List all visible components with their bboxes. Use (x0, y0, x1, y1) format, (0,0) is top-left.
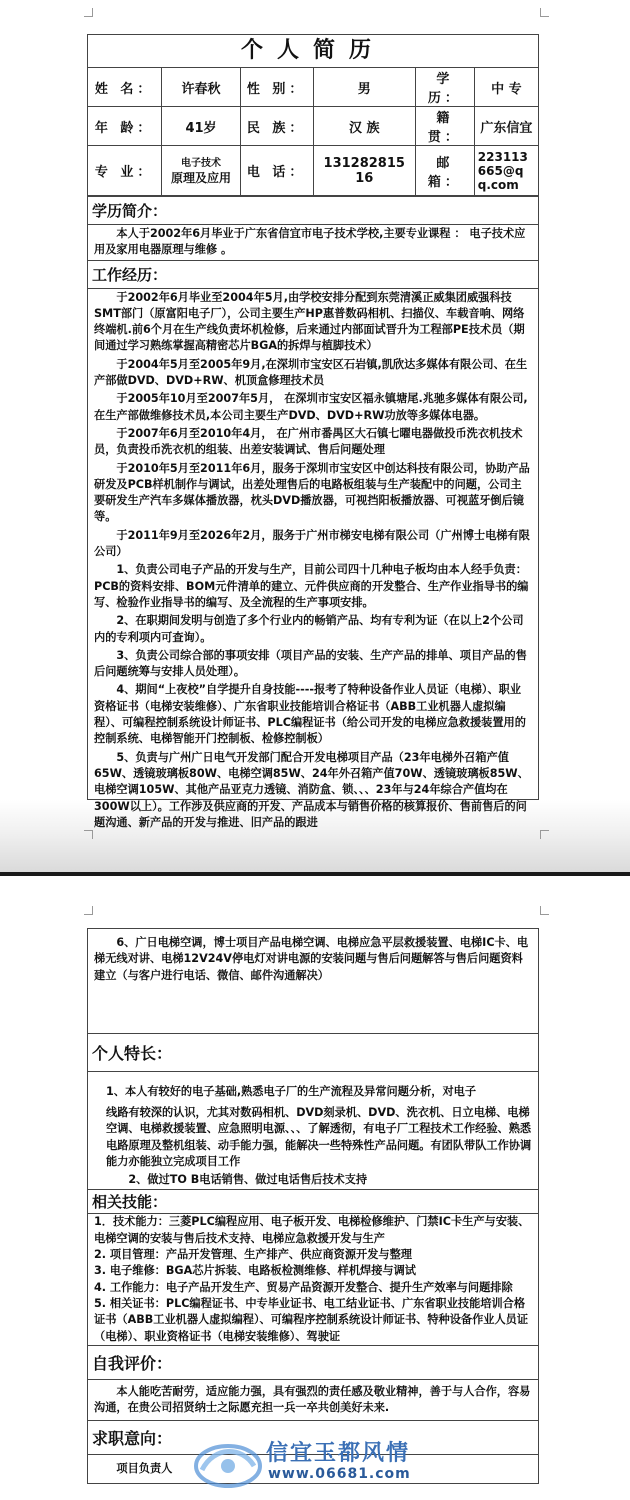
resume-page-2 (87, 928, 539, 1484)
page-separator (0, 872, 630, 876)
email-label: 邮 箱： (415, 146, 474, 196)
skills-heading: 相关技能： (88, 1189, 538, 1214)
self-eval-text: 本人能吃苦耐劳，适应能力强，具有强烈的责任感及敬业精神，善于与人合作，容易沟通，在贵公司招贤纳士之际愿充担一兵一卒共创美好未来. (94, 1384, 531, 1415)
work-paragraph: 4、期间“上夜校”自学提升自身技能----报考了特种设备作业人员证（电梯）、职业资格证书（电梯安装维修）、广东省职业技能培训合格证书（ABB工业机器人虚拟编程）、可编程控制系统设计师证书、PLC编程证书（给公司开发的电梯应急救援装置用的控制系统、电梯智能开门控制板、检修控制板） (94, 683, 526, 746)
age-value: 41岁 (162, 107, 241, 146)
work-paragraph: 于2010年5月至2011年6月，服务于深圳市宝安区中创达科技有限公司，协助产品研发及PCB样机制作与调试，出差处理售后的电路板组装与生产装配中的问题，公司主要研发生产汽车多媒体播放器，枕头DVD播放器，可视挡阳板播放器、可视蓝牙倒后镜等。 (94, 461, 530, 524)
watermark-title: 信宜玉都风情 (266, 1441, 411, 1466)
work-history (88, 289, 538, 833)
skill-item: 2. 项目管理：产品开发管理、生产排产、供应商资源开发与整理 (94, 1248, 412, 1262)
crop-mark (540, 8, 549, 17)
crop-mark (84, 8, 93, 17)
skill-item: 3. 电子维修：BGA芯片拆装、电路板检测维修、样机焊接与调试 (94, 1264, 416, 1278)
site-watermark (188, 1436, 518, 1490)
work-paragraph: 于2011年9月至2026年2月，服务于广州市梯安电梯有限公司（广州博士电梯有限公司） (94, 528, 530, 559)
education-label: 学 历： (415, 68, 474, 107)
skills-list (88, 1214, 538, 1344)
work-paragraph: 于2005年10月至2007年5月， 在深圳市宝安区福永镇塘尾.兆驰多媒体有限公司,在生产部做维修技术员,本公司主要生产DVD、DVD+RW功放等多媒体电器。 (94, 392, 528, 422)
age-label: 年 龄： (88, 107, 162, 146)
education-text: 本人于2002年6月毕业于广东省信宜市电子技术学校,主要专业课程 ： 电子技术应用及家用电器原理与维修 。 (94, 227, 526, 257)
skill-item: 1．技术能力：三菱PLC编程应用、电子板开发、电梯检修维护、门禁IC卡生产与安装、电梯空调的安装与售后技术支持、电梯应急救援开发与生产 (94, 1215, 530, 1245)
work-paragraph: 于2007年6月至2010年4月， 在广州市番禺区大石镇七曜电器做投币洗衣机技术员，负责投币洗衣机的组装、出差安装调试、售后问题处理 (94, 426, 523, 457)
major-line-2: 原理及应用 (171, 170, 232, 185)
watermark-logo-icon (188, 1436, 268, 1490)
education-value: 中 专 (474, 68, 538, 107)
intent-heading: 求职意向： (88, 1420, 538, 1455)
name-label: 姓 名： (88, 68, 162, 107)
resume-title: 个人简历 (88, 35, 538, 68)
email-value: 223113665@qq.com (474, 146, 538, 196)
skill-item: 4. 工作能力：电子产品开发生产、贸易产品资源开发整合、提升生产效率与问题排除 (94, 1280, 513, 1294)
crop-mark (540, 906, 549, 915)
strengths-body (88, 1072, 538, 1189)
strength-paragraph: 2、做过TO B电话销售、做过电话售后技术支持 (128, 1173, 368, 1187)
major-label: 专 业： (88, 146, 162, 196)
work-continued (88, 929, 538, 1033)
work-paragraph: 6、广日电梯空调，博士项目产品电梯空调、电梯应急平层救援装置、电梯IC卡、电梯无线对讲、电梯12V24V停电灯对讲电源的安装问题与售后问题解答与售后问题资料建立（与客户进行电话、微信、邮件沟通解决） (94, 936, 529, 982)
phone-label: 电 话： (240, 146, 313, 196)
major-line-1: 电子技术 (181, 157, 221, 169)
major-value (162, 146, 241, 196)
work-paragraph: 1、负责公司电子产品的开发与生产，目前公司四十几种电子板均由本人经手负责：PCB的资料安排、BOM元件清单的建立、元件供应商的开发整合、生产作业指导书的编写、检验作业指导书的编写、及全流程的生产事项安排。 (94, 563, 529, 609)
watermark-url: www.06681.com (268, 1466, 411, 1482)
name-value: 许春秋 (162, 68, 241, 107)
nation-label: 民 族： (240, 107, 313, 146)
education-heading: 学历简介： (88, 196, 538, 225)
strengths-heading: 个人特长： (88, 1033, 538, 1072)
work-paragraph: 3、负责公司综合部的事项安排（项目产品的安装、生产产品的排单、项目产品的售后问题统筹与安排人员处理）。 (94, 648, 527, 679)
origin-label: 籍 贯： (415, 107, 474, 146)
self-eval-heading: 自我评价： (88, 1345, 538, 1380)
strength-paragraph: 1、本人有较好的电子基础,熟悉电子厂的生产流程及异常问题分析，对电子 (106, 1085, 477, 1098)
phone-value: 13128281516 (313, 146, 415, 196)
crop-mark (540, 830, 549, 839)
work-paragraph: 于2004年5月至2005年9月,在深圳市宝安区石岩镇,凯欣达多媒体有限公司、在生产部做DVD、DVD+RW、机顶盒修理技术员 (94, 357, 528, 388)
personal-info-table (88, 68, 538, 196)
work-paragraph: 2、在职期间发明与创造了多个行业内的畅销产品、均有专利为证（在以上2个公司内的专利项内可查询）。 (94, 614, 524, 644)
work-paragraph: 5、负责与广州广日电气开发部门配合开发电梯项目产品（23年电梯外召箱产值65W、透镜玻璃板80W、电梯空调85W、24年外召箱产值70W、透镜玻璃板85W、电梯空调105W、其他产品亚克力透镜、消防盒、锁、、、23年与24年综合产值均在300W以上）。工作涉及供应商的开发、产品成本与销售价格的核算报价、售前售后的问题沟通、新产品的开发与推进、旧产品的跟进 (94, 750, 529, 829)
origin-value: 广东信宜 (474, 107, 538, 146)
strength-paragraph: 线路有较深的认识，尤其对数码相机、DVD刻录机、DVD、洗衣机、日立电梯、电梯空调、电梯救援装置、应急照明电源、、、了解透彻，有电子厂工程技术工作经验、熟悉电路原理及整机组装、动手能力强，能解决一些特殊性产品问题。有团队带队工作协调能力亦能独立完成项目工作 (106, 1106, 532, 1168)
intent-text: 项目负责人 (116, 1462, 173, 1476)
work-heading: 工作经历： (88, 260, 538, 289)
work-paragraph: 于2002年6月毕业至2004年5月,由学校安排分配到东莞清溪正威集团威强科技SMT部门（原富阳电子厂），公司主要生产HP惠普数码相机、扫描仪、车载音响、网络终端机.前6个月在生产线负责坏机检修，后来通过内部面试晋升为工程部PE技术员（期间通过学习熟练掌握高精密芯片BGA的拆焊与植脚技术） (94, 290, 525, 353)
gender-label: 性 别： (240, 68, 313, 107)
resume-page-1 (87, 34, 539, 829)
nation-value: 汉 族 (313, 107, 415, 146)
crop-mark (84, 906, 93, 915)
gender-value: 男 (313, 68, 415, 107)
skill-item: 5. 相关证书：PLC编程证书、中专毕业证书、电工结业证书、广东省职业技能培训合格证书（ABB工业机器人虚拟编程）、可编程序控制系统设计师证书、特种设备作业人员证（电梯）、职业资格证书（电梯安装维修）、驾驶证 (94, 1296, 529, 1343)
